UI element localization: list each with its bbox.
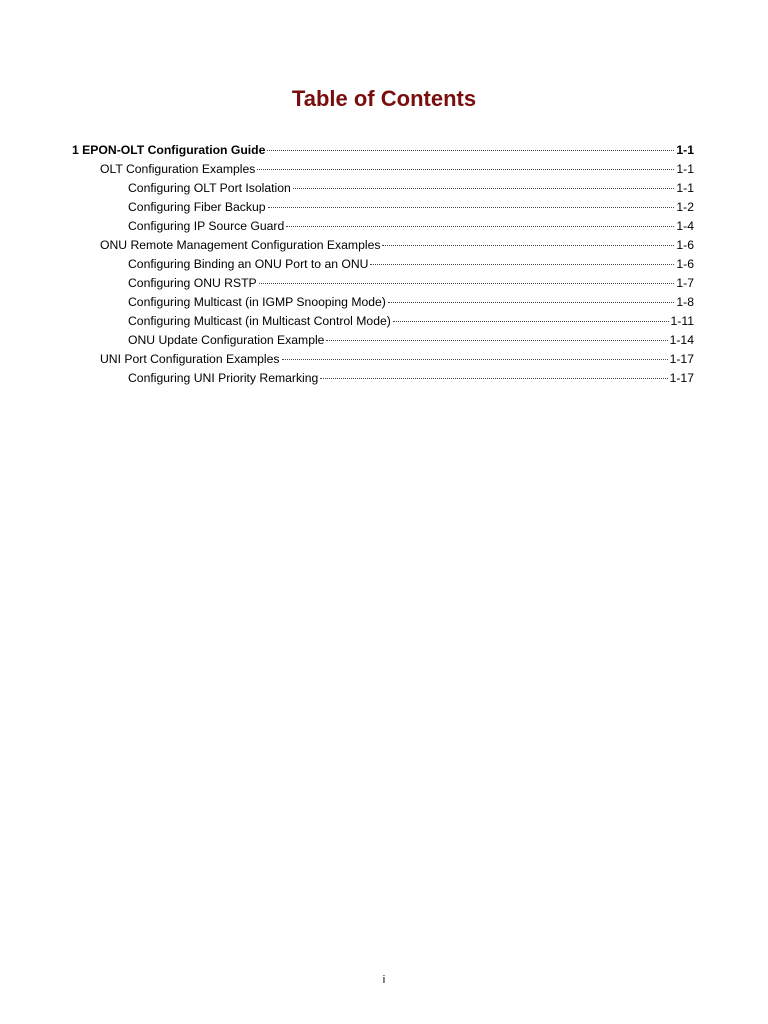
toc-dot-leader [282,359,668,360]
toc-dot-leader [388,302,675,303]
toc-entry-page: 1-1 [676,181,694,195]
toc-entry-title: Configuring Fiber Backup [128,200,266,214]
toc-entry-page: 1-7 [676,276,694,290]
toc-dot-leader [267,150,674,151]
toc-entry-page: 1-14 [669,333,694,347]
toc-entry[interactable] [72,141,694,160]
toc-entry[interactable] [72,217,694,236]
toc-entry[interactable] [72,160,694,179]
toc-entry-title: Configuring UNI Priority Remarking [128,371,319,385]
toc-dot-leader [293,188,675,189]
toc-entry-title: Configuring Multicast (in IGMP Snooping Mode) [128,295,386,309]
toc-dot-leader [259,283,675,284]
toc-entry-title: ONU Remote Management Configuration Examples [100,238,381,252]
toc-entry-page: 1-6 [676,257,694,271]
page-title: Table of Contents [291,86,477,111]
toc-entry-title: Configuring ONU RSTP [128,276,257,290]
toc-entry-page: 1-1 [676,143,694,157]
toc-entry[interactable] [72,198,694,217]
toc-dot-leader [286,226,674,227]
toc-entry-title: 1 EPON-OLT Configuration Guide [72,143,266,157]
toc-dot-leader [370,264,674,265]
toc-entry-title: Configuring Multicast (in Multicast Control Mode) [128,314,391,328]
toc-entry-title: ONU Update Configuration Example [128,333,325,347]
toc-entry-title: UNI Port Configuration Examples [100,352,280,366]
toc-entry-page: 1-6 [676,238,694,252]
toc-entry[interactable] [72,179,694,198]
toc-entry-title: Configuring Binding an ONU Port to an ONU [128,257,369,271]
toc-entry[interactable] [72,236,694,255]
toc-dot-leader [326,340,667,341]
toc-dot-leader [393,321,669,322]
toc-entry[interactable] [72,255,694,274]
toc-entry-page: 1-17 [669,371,694,385]
page-number: i [382,974,386,986]
toc-entry-page: 1-4 [676,219,694,233]
toc-entry-title: OLT Configuration Examples [100,162,256,176]
toc-entry[interactable] [72,331,694,350]
toc-entry[interactable] [72,293,694,312]
toc-entry-page: 1-11 [670,314,694,328]
table-of-contents [72,141,694,388]
toc-entry[interactable] [72,274,694,293]
toc-entry-title: Configuring OLT Port Isolation [128,181,291,195]
toc-entry[interactable] [72,369,694,388]
toc-entry[interactable] [72,350,694,369]
toc-entry-page: 1-1 [676,162,694,176]
toc-dot-leader [382,245,674,246]
toc-entry-page: 1-17 [669,352,694,366]
toc-dot-leader [257,169,674,170]
toc-entry-page: 1-2 [676,200,694,214]
toc-dot-leader [320,378,667,379]
toc-entry[interactable] [72,312,694,331]
toc-entry-title: Configuring IP Source Guard [128,219,285,233]
toc-dot-leader [268,207,675,208]
toc-entry-page: 1-8 [676,295,694,309]
